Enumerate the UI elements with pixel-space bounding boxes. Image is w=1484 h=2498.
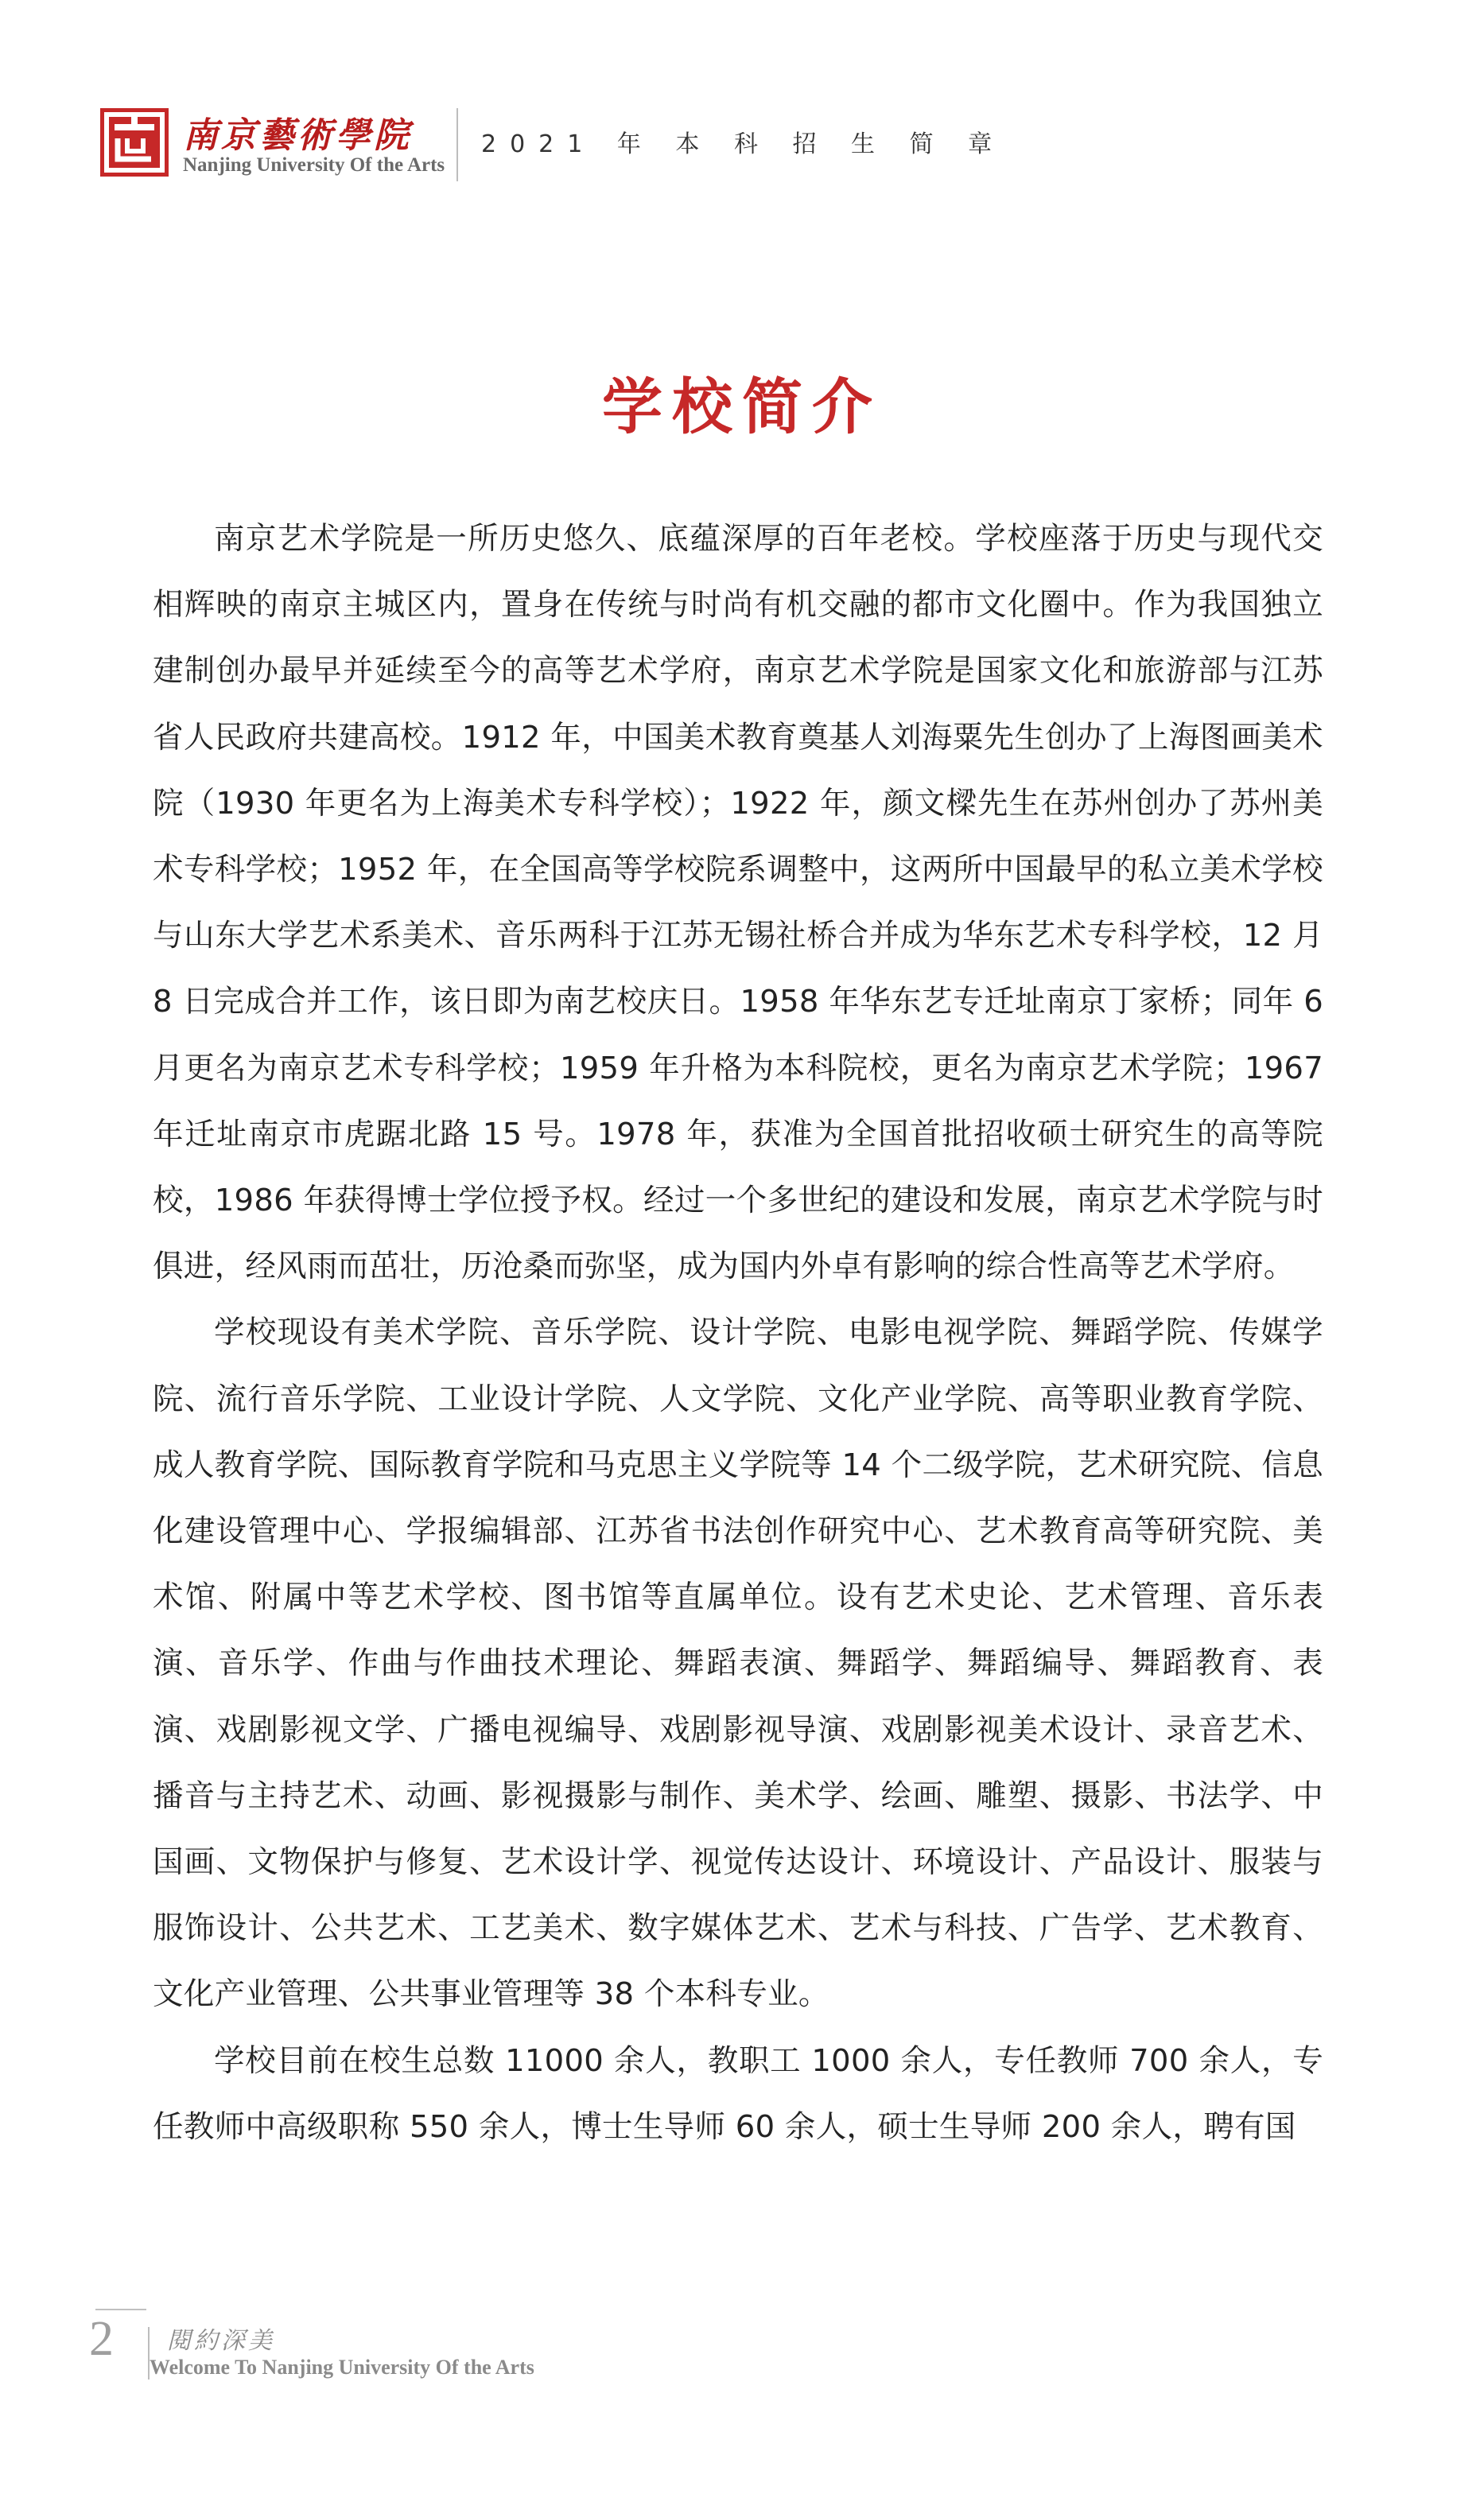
- header-divider: [456, 108, 458, 181]
- paragraph-staff: 学校目前在校生总数 11000 余人，教职工 1000 余人，专任教师 700 余人，专任教师中高级职称 550 余人，博士生导师 60 余人，硕士生导师 200 余人，聘有国: [153, 2042, 1323, 2145]
- logo-english-name: Nanjing University Of the Arts: [183, 154, 445, 176]
- header-title: 2021 年 本 科 招 生 简 章: [481, 130, 1006, 158]
- university-seal-icon: [99, 107, 170, 178]
- footer-slogan-english: Welcome To Nanjing University Of the Arts: [150, 2356, 534, 2379]
- page-number: 2: [89, 2312, 114, 2366]
- footer-rule: [95, 2309, 146, 2310]
- page-title: 学校简介: [602, 371, 882, 442]
- logo-chinese-name: 南京藝術學院: [183, 115, 412, 156]
- article-body: [153, 506, 1323, 2160]
- paragraph-history: 南京艺术学院是一所历史悠久、底蕴深厚的百年老校。学校座落于历史与现代交相辉映的南京主城区内，置身在传统与时尚有机交融的都市文化圈中。作为我国独立建制创办最早并延续至今的高等艺术学府，南京艺术学院是国家文化和旅游部与江苏省人民政府共建高校。1912 年，中国美术教育奠基人刘海粟先生创办了上海图画美术院（1930 年更名为上海美术专科学校）；1922 年，颜文樑先生在苏州创办了苏州美术专科学校；1952 年，在全国高等学校院系调整中，这两所中国最早的私立美术学校与山东大学艺术系美术、音乐两科于江苏无锡社桥合并成为华东艺术专科学校，12 月 8 日完成合并工作，该日即为南艺校庆日。1958 年华东艺专迁址南京丁家桥；同年 6 月更名为南京艺术专科学校；1959 年升格为本科院校，更名为南京艺术学院；1967 年迁址南京市虎踞北路 15 号。1978 年，获准为全国首批招收硕士研究生的高等院校，1986 年获得博士学位授予权。经过一个多世纪的建设和发展，南京艺术学院与时俱进，经风雨而茁壮，历沧桑而弥坚，成为国内外卓有影响的综合性高等艺术学府。: [153, 521, 1323, 1285]
- paragraph-colleges: 学校现设有美术学院、音乐学院、设计学院、电影电视学院、舞蹈学院、传媒学院、流行音乐学院、工业设计学院、人文学院、文化产业学院、高等职业教育学院、成人教育学院、国际教育学院和马克思主义学院等 14 个二级学院，艺术研究院、信息化建设管理中心、学报编辑部、江苏省书法创作研究中心、艺术教育高等研究院、美术馆、附属中等艺术学校、图书馆等直属单位。设有艺术史论、艺术管理、音乐表演、音乐学、作曲与作曲技术理论、舞蹈表演、舞蹈学、舞蹈编导、舞蹈教育、表演、戏剧影视文学、广播电视编导、戏剧影视导演、戏剧影视美术设计、录音艺术、播音与主持艺术、动画、影视摄影与制作、美术学、绘画、雕塑、摄影、书法学、中国画、文物保护与修复、艺术设计学、视觉传达设计、环境设计、产品设计、服装与服饰设计、公共艺术、工艺美术、数字媒体艺术、艺术与科技、广告学、艺术教育、文化产业管理、公共事业管理等 38 个本科专业。: [153, 1315, 1323, 2013]
- footer-slogan-chinese: 閱約深美: [167, 2327, 275, 2355]
